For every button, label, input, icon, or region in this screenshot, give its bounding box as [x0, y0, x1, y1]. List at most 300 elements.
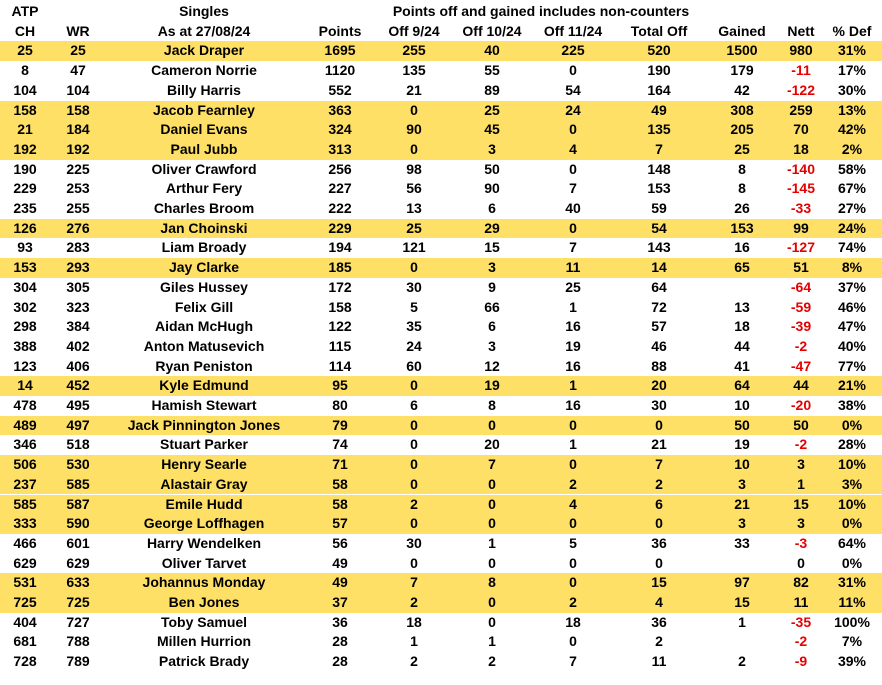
table-row — [0, 514, 882, 534]
cell-off10: 0 — [488, 554, 496, 571]
cell-off11: 4 — [569, 495, 577, 512]
cell-gained: 97 — [734, 574, 750, 591]
cell-def: 37% — [837, 278, 867, 295]
cell-nett: -2 — [794, 633, 808, 650]
header-points: Points — [318, 22, 362, 39]
cell-def: 47% — [837, 318, 867, 335]
cell-off10: 0 — [488, 495, 496, 512]
cell-off9: 24 — [406, 337, 422, 354]
cell-total-off: 2 — [655, 475, 663, 492]
cell-gained: 8 — [738, 160, 746, 177]
cell-off11: 0 — [569, 121, 577, 138]
cell-off9: 25 — [406, 219, 422, 236]
cell-nett: 1 — [797, 475, 805, 492]
cell-nett: 82 — [793, 574, 809, 591]
header-as-at: As at 27/08/24 — [157, 22, 251, 39]
cell-off9: 0 — [410, 515, 418, 532]
table-row — [0, 632, 882, 652]
cell-points: 256 — [328, 160, 352, 177]
cell-off9: 0 — [410, 101, 418, 118]
cell-off9: 2 — [410, 495, 418, 512]
cell-points: 95 — [332, 377, 348, 394]
cell-def: 38% — [837, 397, 867, 413]
cell-gained: 205 — [730, 121, 754, 138]
cell-off9: 0 — [410, 140, 418, 157]
cell-nett: -122 — [786, 81, 816, 98]
cell-ch: 466 — [13, 534, 37, 551]
cell-wr: 788 — [66, 633, 90, 650]
cell-ch: 531 — [13, 574, 37, 591]
cell-points: 58 — [332, 495, 348, 512]
cell-def: 0% — [841, 554, 863, 571]
cell-def: 0% — [841, 416, 863, 433]
cell-points: 56 — [332, 534, 348, 551]
cell-def: 40% — [837, 337, 867, 354]
cell-nett: -47 — [790, 357, 812, 374]
cell-wr: 789 — [66, 653, 90, 670]
cell-ch: 126 — [13, 219, 37, 236]
cell-off11: 1 — [569, 298, 577, 315]
cell-wr: 276 — [66, 219, 90, 236]
cell-ch: 728 — [13, 653, 37, 670]
cell-def: 21% — [837, 377, 867, 394]
cell-ch: 192 — [13, 140, 37, 157]
cell-off9: 1 — [410, 633, 418, 650]
cell-wr: 225 — [66, 160, 90, 177]
cell-wr: 323 — [66, 298, 90, 315]
cell-off11: 40 — [565, 200, 581, 216]
cell-nett: 51 — [793, 259, 809, 276]
cell-gained: 21 — [734, 495, 750, 512]
cell-off10: 3 — [488, 337, 496, 354]
cell-nett: -35 — [790, 613, 812, 630]
cell-total-off: 57 — [651, 318, 667, 335]
header-row-columns — [0, 22, 882, 42]
cell-points: 49 — [332, 554, 348, 571]
cell-off11: 225 — [561, 42, 585, 59]
cell-off9: 30 — [406, 534, 422, 551]
header-atp: ATP — [11, 3, 39, 19]
cell-off10: 0 — [488, 594, 496, 610]
cell-wr: 633 — [66, 574, 90, 591]
cell-ch: 489 — [13, 416, 37, 433]
table-row — [0, 81, 882, 101]
cell-points: 49 — [332, 574, 348, 591]
cell-nett: -2 — [794, 436, 808, 453]
cell-off10: 1 — [488, 534, 496, 551]
cell-gained: 308 — [730, 101, 754, 118]
cell-off9: 90 — [406, 121, 422, 138]
cell-points: 158 — [328, 298, 352, 315]
cell-off11: 19 — [565, 337, 581, 354]
cell-off11: 18 — [565, 613, 581, 630]
cell-off11: 0 — [569, 515, 577, 532]
cell-off10: 0 — [488, 515, 496, 532]
cell-player-name: Billy Harris — [167, 81, 241, 98]
table-row — [0, 101, 882, 121]
cell-off11: 0 — [569, 160, 577, 177]
cell-gained: 15 — [734, 594, 750, 610]
cell-player-name: Ben Jones — [168, 594, 240, 610]
cell-total-off: 520 — [647, 42, 671, 59]
table-row — [0, 278, 882, 298]
cell-player-name: Kyle Edmund — [159, 377, 249, 394]
cell-total-off: 15 — [651, 574, 667, 591]
cell-off9: 18 — [406, 613, 422, 630]
cell-off11: 0 — [569, 416, 577, 433]
table-row — [0, 495, 882, 515]
cell-gained: 8 — [738, 180, 746, 197]
cell-ch: 25 — [17, 42, 33, 59]
cell-nett: 980 — [789, 42, 813, 59]
cell-player-name: George Loffhagen — [143, 515, 265, 532]
cell-gained: 10 — [734, 456, 750, 473]
cell-player-name: Jack Pinnington Jones — [127, 416, 281, 433]
cell-points: 172 — [328, 278, 352, 295]
cell-off9: 0 — [410, 554, 418, 571]
cell-off10: 40 — [484, 42, 500, 59]
cell-gained: 2 — [738, 653, 746, 670]
cell-wr: 25 — [70, 42, 86, 59]
cell-gained: 65 — [734, 259, 750, 276]
cell-gained: 18 — [734, 318, 750, 335]
cell-wr: 255 — [66, 200, 90, 216]
cell-def: 77% — [837, 357, 867, 374]
cell-gained: 33 — [734, 534, 750, 551]
cell-off10: 2 — [488, 653, 496, 670]
cell-wr: 305 — [66, 278, 90, 295]
cell-points: 28 — [332, 633, 348, 650]
table-row — [0, 376, 882, 396]
cell-nett: 0 — [797, 554, 805, 571]
cell-gained: 41 — [734, 357, 750, 374]
cell-points: 74 — [332, 436, 348, 453]
cell-total-off: 59 — [651, 200, 667, 216]
cell-points: 79 — [332, 416, 348, 433]
cell-def: 67% — [837, 180, 867, 197]
table-row — [0, 455, 882, 475]
cell-player-name: Liam Broady — [161, 239, 247, 256]
cell-off9: 0 — [410, 436, 418, 453]
cell-off10: 9 — [488, 278, 496, 295]
cell-player-name: Harry Wendelken — [146, 534, 262, 551]
table-row — [0, 613, 882, 633]
cell-total-off: 7 — [655, 140, 663, 157]
cell-player-name: Hamish Stewart — [151, 397, 257, 413]
table-row — [0, 199, 882, 219]
cell-def: 100% — [834, 613, 870, 630]
cell-player-name: Anton Matusevich — [143, 337, 265, 354]
cell-def: 74% — [837, 239, 867, 256]
table-row — [0, 416, 882, 436]
cell-def: 42% — [837, 121, 867, 138]
cell-gained: 3 — [738, 515, 746, 532]
cell-nett: -64 — [790, 278, 812, 295]
cell-total-off: 4 — [655, 594, 663, 610]
cell-ch: 725 — [13, 594, 37, 610]
table-row — [0, 593, 882, 613]
cell-off10: 8 — [488, 397, 496, 413]
cell-points: 185 — [328, 259, 352, 276]
cell-gained: 64 — [734, 377, 750, 394]
table-row — [0, 573, 882, 593]
cell-total-off: 148 — [647, 160, 671, 177]
cell-points: 71 — [332, 456, 348, 473]
cell-wr: 402 — [66, 337, 90, 354]
table-row — [0, 219, 882, 239]
table-row — [0, 554, 882, 574]
cell-points: 114 — [328, 357, 352, 374]
header-total: Total Off — [630, 22, 688, 39]
cell-off11: 7 — [569, 180, 577, 197]
cell-ch: 681 — [13, 633, 37, 650]
cell-nett: 11 — [793, 594, 809, 610]
cell-off10: 90 — [484, 180, 500, 197]
cell-off11: 11 — [565, 259, 581, 276]
table-row — [0, 534, 882, 554]
cell-gained: 50 — [734, 416, 750, 433]
table-row — [0, 435, 882, 455]
cell-total-off: 143 — [647, 239, 671, 256]
table-row — [0, 652, 882, 672]
cell-player-name: Henry Searle — [161, 456, 247, 473]
header-row-top — [0, 2, 882, 22]
cell-gained: 44 — [734, 337, 750, 354]
cell-total-off: 88 — [651, 357, 667, 374]
table-row — [0, 41, 882, 61]
table-row — [0, 475, 882, 495]
cell-gained: 179 — [730, 62, 754, 79]
cell-nett: -11 — [791, 62, 811, 79]
cell-player-name: Oliver Crawford — [151, 160, 257, 177]
cell-off10: 8 — [488, 574, 496, 591]
cell-ch: 235 — [13, 200, 37, 216]
cell-off9: 13 — [406, 200, 422, 216]
cell-off10: 1 — [488, 633, 496, 650]
cell-off10: 66 — [484, 298, 500, 315]
table-row — [0, 120, 882, 140]
cell-off10: 55 — [484, 62, 500, 79]
cell-ch: 237 — [13, 475, 37, 492]
cell-wr: 253 — [66, 180, 90, 197]
cell-player-name: Giles Hussey — [160, 278, 248, 295]
cell-off9: 7 — [410, 574, 418, 591]
cell-off9: 0 — [410, 475, 418, 492]
cell-nett: -39 — [790, 318, 812, 335]
table-row — [0, 160, 882, 180]
cell-off11: 16 — [565, 397, 581, 413]
cell-points: 122 — [328, 318, 352, 335]
cell-points: 115 — [328, 337, 352, 354]
cell-def: 17% — [837, 62, 867, 79]
cell-off9: 56 — [406, 180, 422, 197]
cell-off10: 19 — [484, 377, 500, 394]
cell-gained: 153 — [730, 219, 754, 236]
cell-player-name: Daniel Evans — [160, 121, 248, 138]
cell-total-off: 20 — [651, 377, 667, 394]
cell-nett: 70 — [793, 121, 809, 138]
cell-total-off: 153 — [647, 180, 671, 197]
cell-ch: 388 — [13, 337, 37, 354]
cell-off10: 15 — [484, 239, 500, 256]
cell-off9: 98 — [406, 160, 422, 177]
cell-off11: 2 — [569, 475, 577, 492]
cell-wr: 518 — [66, 436, 90, 453]
cell-off10: 50 — [484, 160, 500, 177]
cell-points: 227 — [328, 180, 352, 197]
cell-ch: 21 — [17, 121, 33, 138]
table-row — [0, 61, 882, 81]
cell-player-name: Jacob Fearnley — [153, 101, 255, 118]
cell-nett: -9 — [794, 653, 808, 670]
cell-off9: 21 — [406, 81, 422, 98]
cell-ch: 404 — [13, 613, 37, 630]
cell-total-off: 164 — [647, 81, 671, 98]
cell-points: 229 — [328, 219, 352, 236]
table-row — [0, 258, 882, 278]
cell-player-name: Charles Broom — [153, 200, 255, 216]
cell-total-off: 21 — [651, 436, 667, 453]
cell-wr: 530 — [66, 456, 90, 473]
header-off11: Off 11/24 — [543, 22, 603, 39]
cell-player-name: Jan Choinski — [160, 219, 248, 236]
cell-total-off: 0 — [655, 416, 663, 433]
header-def: % Def — [832, 22, 872, 39]
cell-wr: 283 — [66, 239, 90, 256]
cell-points: 28 — [332, 653, 348, 670]
cell-off9: 35 — [406, 318, 422, 335]
cell-ch: 298 — [13, 318, 37, 335]
table-row — [0, 140, 882, 160]
cell-off9: 2 — [410, 594, 418, 610]
cell-total-off: 46 — [651, 337, 667, 354]
header-gained: Gained — [718, 22, 766, 39]
cell-player-name: Arthur Fery — [165, 180, 243, 197]
cell-points: 552 — [328, 81, 352, 98]
cell-wr: 601 — [66, 534, 90, 551]
cell-nett: 3 — [797, 515, 805, 532]
cell-off11: 0 — [569, 574, 577, 591]
cell-points: 58 — [332, 475, 348, 492]
cell-off10: 7 — [488, 456, 496, 473]
cell-total-off: 72 — [651, 298, 667, 315]
cell-points: 363 — [328, 101, 352, 118]
cell-off10: 29 — [484, 219, 500, 236]
cell-ch: 14 — [17, 377, 33, 394]
cell-points: 1695 — [324, 42, 356, 59]
cell-player-name: Patrick Brady — [158, 653, 250, 670]
cell-off9: 121 — [402, 239, 426, 256]
cell-def: 30% — [837, 81, 867, 98]
cell-wr: 406 — [66, 357, 90, 374]
cell-total-off: 36 — [651, 534, 667, 551]
cell-total-off: 0 — [655, 515, 663, 532]
cell-total-off: 49 — [651, 101, 667, 118]
cell-player-name: Alastair Gray — [160, 475, 248, 492]
cell-off11: 1 — [569, 377, 577, 394]
cell-off9: 0 — [410, 377, 418, 394]
table-row — [0, 298, 882, 318]
cell-player-name: Stuart Parker — [160, 436, 248, 453]
cell-def: 31% — [837, 42, 867, 59]
cell-off11: 2 — [569, 594, 577, 610]
cell-off10: 0 — [488, 475, 496, 492]
table-row — [0, 238, 882, 258]
cell-off11: 5 — [569, 534, 577, 551]
cell-total-off: 54 — [651, 219, 667, 236]
header-ch: CH — [14, 22, 36, 39]
cell-wr: 587 — [66, 495, 90, 512]
header-off9: Off 9/24 — [388, 22, 440, 39]
header-wr: WR — [66, 22, 90, 39]
cell-points: 222 — [328, 200, 352, 216]
cell-nett: 18 — [793, 140, 809, 157]
cell-points: 194 — [328, 239, 352, 256]
cell-ch: 93 — [17, 239, 33, 256]
cell-total-off: 14 — [651, 259, 667, 276]
cell-ch: 585 — [13, 495, 37, 512]
cell-player-name: Cameron Norrie — [151, 62, 257, 79]
cell-off9: 0 — [410, 456, 418, 473]
cell-gained: 3 — [738, 475, 746, 492]
cell-off10: 25 — [484, 101, 500, 118]
cell-def: 46% — [837, 298, 867, 315]
cell-wr: 590 — [66, 515, 90, 532]
cell-def: 31% — [837, 574, 867, 591]
cell-total-off: 64 — [651, 278, 667, 295]
cell-total-off: 11 — [651, 653, 667, 670]
header-singles: Singles — [179, 3, 229, 19]
cell-off10: 0 — [488, 613, 496, 630]
cell-ch: 8 — [21, 62, 29, 79]
cell-ch: 123 — [13, 357, 37, 374]
header-note: Points off and gained includes non-counters — [392, 3, 690, 19]
cell-off10: 12 — [484, 357, 500, 374]
cell-gained: 1500 — [726, 42, 758, 59]
cell-ch: 302 — [13, 298, 37, 315]
cell-total-off: 0 — [655, 554, 663, 571]
cell-off9: 0 — [410, 259, 418, 276]
cell-nett: -3 — [794, 534, 808, 551]
cell-off11: 16 — [565, 357, 581, 374]
cell-off10: 3 — [488, 140, 496, 157]
cell-def: 10% — [837, 495, 867, 512]
cell-player-name: Oliver Tarvet — [161, 554, 247, 571]
cell-off11: 1 — [569, 436, 577, 453]
cell-wr: 629 — [66, 554, 90, 571]
cell-total-off: 6 — [655, 495, 663, 512]
cell-gained: 16 — [734, 239, 750, 256]
table-row — [0, 357, 882, 377]
cell-def: 11% — [838, 594, 866, 610]
cell-off11: 4 — [569, 140, 577, 157]
cell-wr: 585 — [66, 475, 90, 492]
cell-nett: 99 — [793, 219, 809, 236]
cell-ch: 229 — [13, 180, 37, 197]
cell-def: 7% — [841, 633, 863, 650]
cell-off11: 24 — [565, 101, 581, 118]
header-nett: Nett — [787, 22, 815, 39]
cell-off9: 255 — [402, 42, 426, 59]
cell-def: 58% — [837, 160, 867, 177]
cell-def: 24% — [837, 219, 867, 236]
cell-total-off: 2 — [655, 633, 663, 650]
cell-off9: 60 — [406, 357, 422, 374]
cell-points: 80 — [332, 397, 348, 413]
cell-wr: 727 — [66, 613, 90, 630]
cell-off11: 7 — [569, 653, 577, 670]
cell-nett: -59 — [790, 298, 812, 315]
